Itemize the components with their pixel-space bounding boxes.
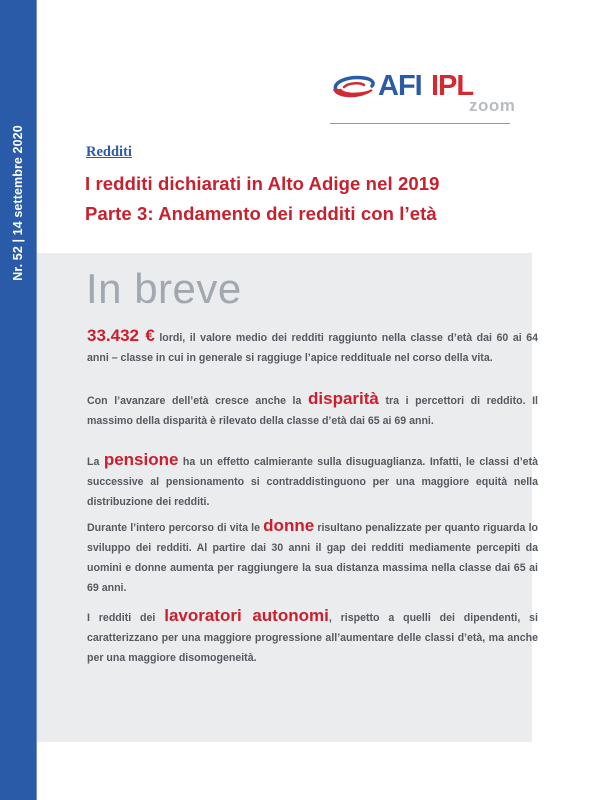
logo-ipl: IPL	[431, 70, 474, 102]
summary-paragraph	[87, 516, 538, 598]
paragraph-text: La	[87, 456, 104, 468]
summary-paragraph	[87, 606, 538, 668]
summary-paragraph	[87, 450, 538, 512]
logo-afi: AFI	[378, 70, 422, 102]
logo-zoom: zoom	[469, 96, 516, 115]
issue-number-date: Nr. 52 | 14 settembre 2020	[11, 125, 25, 281]
category-link[interactable]: Redditi	[86, 144, 132, 160]
paragraph-text: Durante l’intero percorso di vita le	[87, 522, 264, 534]
paragraph-text: tra i percettori di reddito. Il massimo della disparità è rilevato della classe d’età dai 65 ai 69 anni.	[87, 395, 539, 427]
highlight-self-employed: lavoratori autonomi	[164, 606, 329, 625]
logo-divider	[330, 123, 510, 124]
afi-ipl-zoom-logo	[330, 68, 516, 124]
highlight-pension: pensione	[103, 450, 179, 469]
paragraph-text: lordi, il valore medio dei redditi raggiunto nella classe d’età dai 60 ai 64 anni – classe in cui in generale si raggiuge l’apice reddituale nel corso della vita.	[87, 332, 538, 364]
summary-paragraph	[87, 326, 538, 368]
paragraph-text: risultano penalizzate per quanto riguarda lo sviluppo dei redditi. Al partire dai 30 anni il gap dei redditi mediamente percepiti da uomini e donne aumenta per raggiungere la sua distanza massima nella classe dai 65 ai 69 anni.	[87, 522, 538, 594]
highlight-average-income: 33.432 €	[87, 326, 155, 345]
page-subtitle: Parte 3: Andamento dei redditi con l’età	[85, 203, 437, 224]
paragraph-text: ha un effetto calmierante sulla disuguaglianza. Infatti, le classi d’età successive al pensionamento si contraddistinguono per una maggiore equità nella distribuzione dei redditi.	[87, 456, 538, 508]
highlight-women: donne	[263, 516, 315, 535]
page-title: I redditi dichiarati in Alto Adige nel 2019	[85, 173, 440, 194]
issue-sidebar	[0, 0, 37, 800]
paragraph-text: Con l’avanzare dell’età cresce anche la	[87, 395, 309, 407]
paragraph-text: , rispetto a quelli dei dipendenti, si caratterizzano per una maggiore progressione all’aumentare delle classi d’età, ma anche per una maggiore disomogeneità.	[87, 612, 538, 664]
logo-swoosh-icon	[330, 74, 376, 100]
summary-heading: In breve	[86, 265, 242, 312]
paragraph-text: I redditi dei	[87, 612, 165, 624]
summary-panel	[37, 253, 539, 742]
summary-paragraph	[87, 389, 538, 431]
highlight-disparity: disparità	[308, 389, 379, 408]
